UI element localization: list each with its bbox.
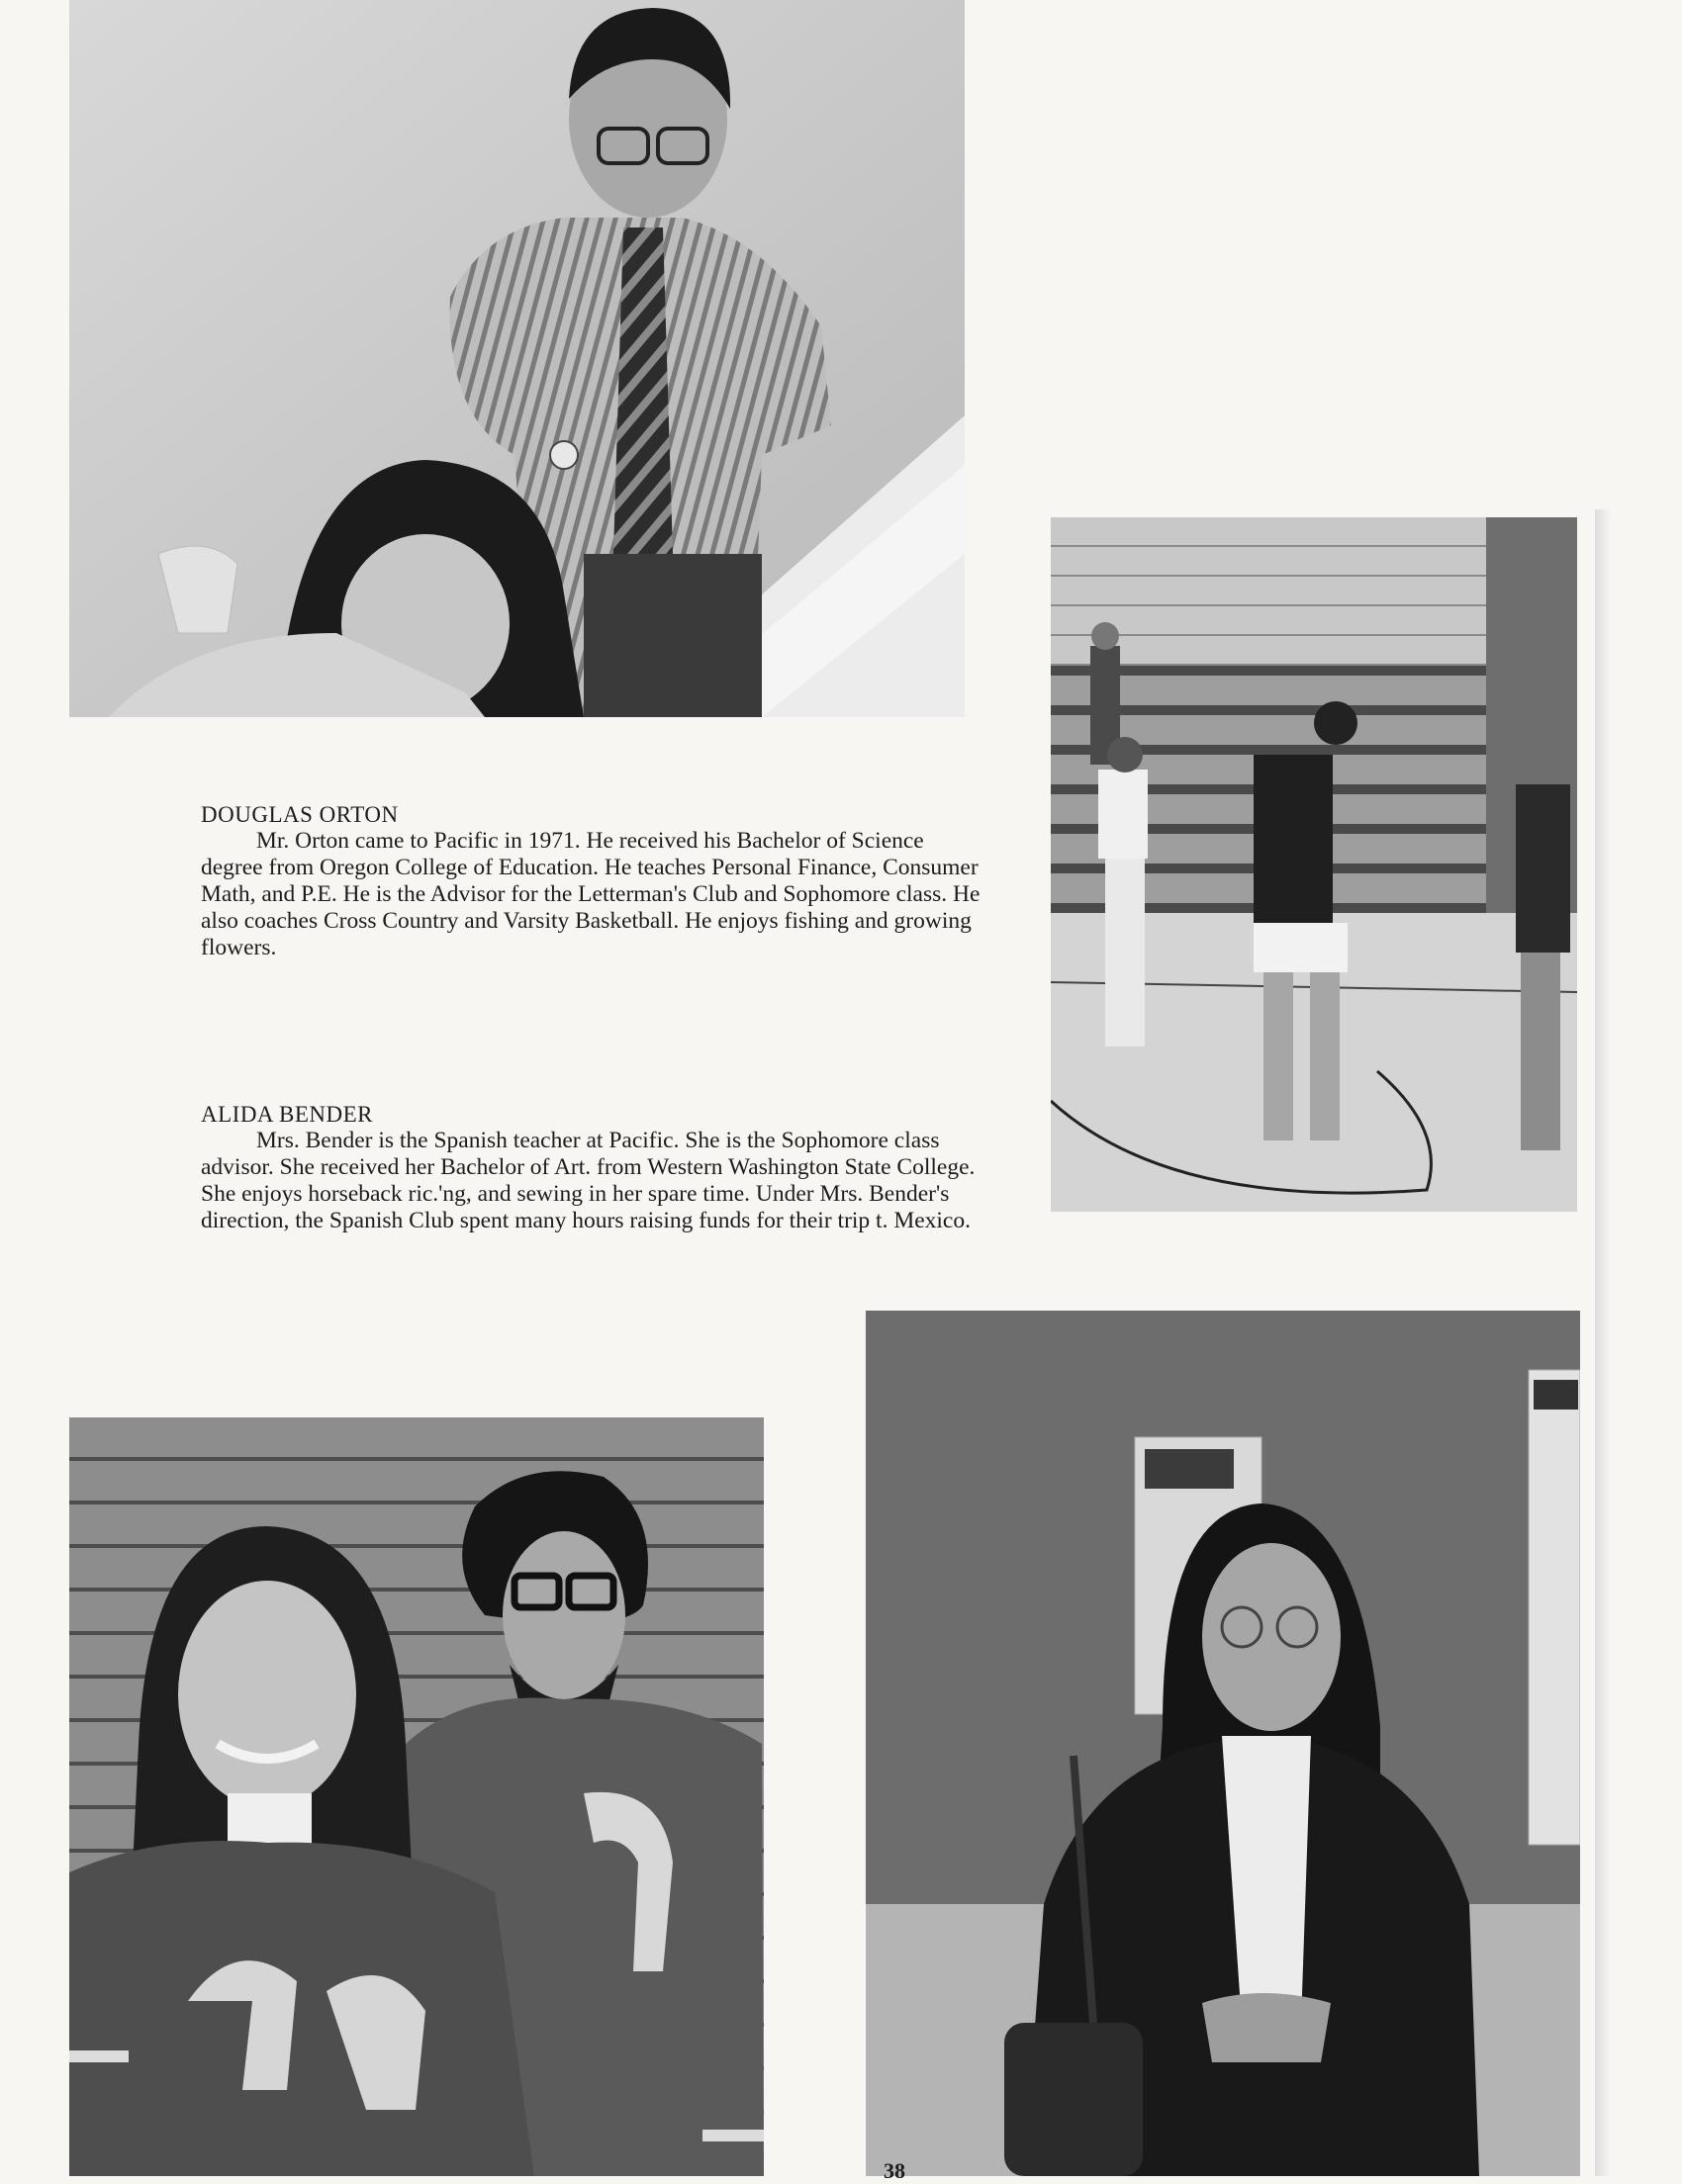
teacher-name: ALIDA BENDER	[201, 1102, 374, 1127]
orton-bio-block	[201, 801, 982, 961]
photo-orton-with-student	[69, 0, 965, 717]
teacher-bio: Mr. Orton came to Pacific in 1971. He received his Bachelor of Science degree from Oregon College of Education. He teaches Personal Finance, Consumer Math, and P.E. He is the Advisor for the Letterman's Club and Sophomore class. He also coaches Cross Country and Varsity Basketball. He enjoys fishing and growing flowers.	[201, 828, 981, 960]
bender-bio-block	[201, 1101, 982, 1234]
page-number: 38	[884, 2158, 905, 2183]
photo-bender-portrait	[866, 1311, 1580, 2176]
photo-football-jerseys	[69, 1417, 764, 2176]
teacher-bio: Mrs. Bender is the Spanish teacher at Pacific. She is the Sophomore class advisor. She received her Bachelor of Art. from Western Washington State College. She enjoys horseback ric.'ng, and sewing in her spare time. Under Mrs. Bender's direction, the Spanish Club spent many hours raising funds for their trip t. Mexico.	[201, 1128, 976, 1233]
teacher-name: DOUGLAS ORTON	[201, 802, 399, 827]
photo-gym-basketball	[1051, 517, 1577, 1212]
page-edge-shadow	[1595, 509, 1611, 2176]
